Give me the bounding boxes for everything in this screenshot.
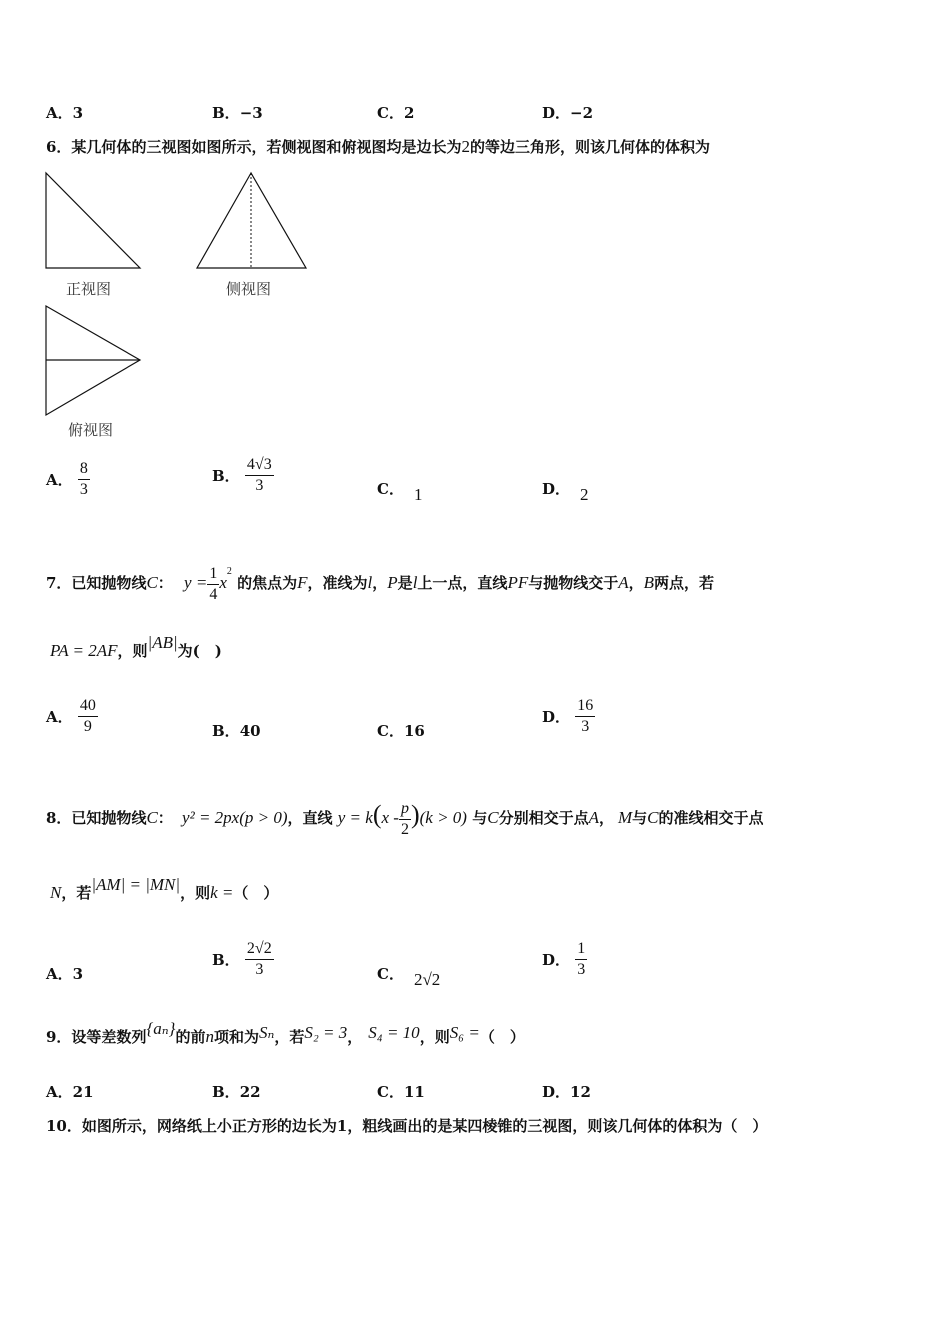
q8-option-d[interactable]: D． $\frac{1}{3}$ [542, 940, 586, 978]
q8-option-b[interactable]: B． $\frac{2√2}{3}$ [212, 940, 272, 978]
q8-option-d-fraction: $\frac{1}{3}$ [577, 940, 586, 978]
q6-option-a[interactable]: A． $\frac{8}{3}$ [46, 460, 88, 498]
q8-option-b-fraction: $\frac{2√2}{3}$ [246, 940, 272, 978]
front-view-triangle [46, 173, 140, 268]
q9-option-d[interactable]: D．12 [542, 1083, 591, 1101]
q6-option-c[interactable]: C． 1 [377, 480, 423, 504]
q9-option-a[interactable]: A．21 [46, 1083, 94, 1101]
q7-option-b[interactable]: B．40 [212, 722, 261, 740]
q9-option-b[interactable]: B．22 [212, 1083, 261, 1101]
q6-option-a-fraction: $\frac{8}{3}$ [79, 460, 88, 498]
q6-option-b[interactable]: B． $\frac{4√3}{3}$ [212, 456, 272, 494]
q8-line-fraction: $\frac{p}{2}$ [400, 799, 409, 838]
q5-option-a[interactable]: A．3 [46, 104, 84, 122]
q9-option-c[interactable]: C．11 [377, 1083, 425, 1101]
q8-stem-line1: 8．已知抛物线C： y² = 2px(p > 0)，直线 y = k(x - $\frac{p}{2}$ )(k > 0) 与C分别相交于点A， M与C的准线相交于点 [46, 799, 764, 838]
q7-option-a[interactable]: A． $\frac{40}{9}$ [46, 697, 96, 735]
front-view-caption: 正视图 [66, 280, 112, 298]
three-view-figure [40, 168, 320, 443]
q7-equation-fraction: $\frac{1}{4}$ [209, 564, 218, 603]
q5-option-b[interactable]: B．−3 [212, 104, 263, 122]
q5-option-c[interactable]: C．2 [377, 104, 415, 122]
q7-option-d-fraction: $\frac{16}{3}$ [577, 697, 594, 735]
q6-option-b-fraction: $\frac{4√3}{3}$ [246, 456, 272, 494]
side-view-caption: 侧视图 [226, 280, 272, 298]
q8-option-a[interactable]: A．3 [46, 965, 84, 983]
q6-stem: 6．某几何体的三视图如图所示，若侧视图和俯视图均是边长为2的等边三角形，则该几何体的体积为 [46, 137, 710, 156]
q7-stem-line2: PA = 2AF，则|AB|为( ) [50, 633, 222, 660]
q9-stem: 9．设等差数列{aₙ}的前n项和为Sₙ，若S₂ = 3， S₄ = 10，则S₆ =（ ） [46, 1019, 525, 1046]
q10-stem: 10．如图所示，网络纸上小正方形的边长为1，粗线画出的是某四棱锥的三视图，则该几何体的体积为（ ） [46, 1117, 768, 1135]
q7-option-d[interactable]: D． $\frac{16}{3}$ [542, 697, 594, 735]
q7-option-c[interactable]: C．16 [377, 722, 425, 740]
q7-option-a-fraction: $\frac{40}{9}$ [79, 697, 96, 735]
q7-stem-line1: 7．已知抛物线C： y = $\frac{1}{4}$ $x^2$ 的焦点为F，准线为l，P是l上一点，直线PF与抛物线交于A，B两点，若 [46, 564, 715, 603]
q5-option-d[interactable]: D．−2 [542, 104, 594, 122]
q8-option-c[interactable]: C． 2√2 [377, 965, 441, 989]
top-view-caption: 俯视图 [68, 421, 114, 439]
q6-option-d[interactable]: D． 2 [542, 480, 589, 504]
q8-stem-line2: N，若|AM| = |MN|，则k =（ ） [50, 875, 279, 902]
